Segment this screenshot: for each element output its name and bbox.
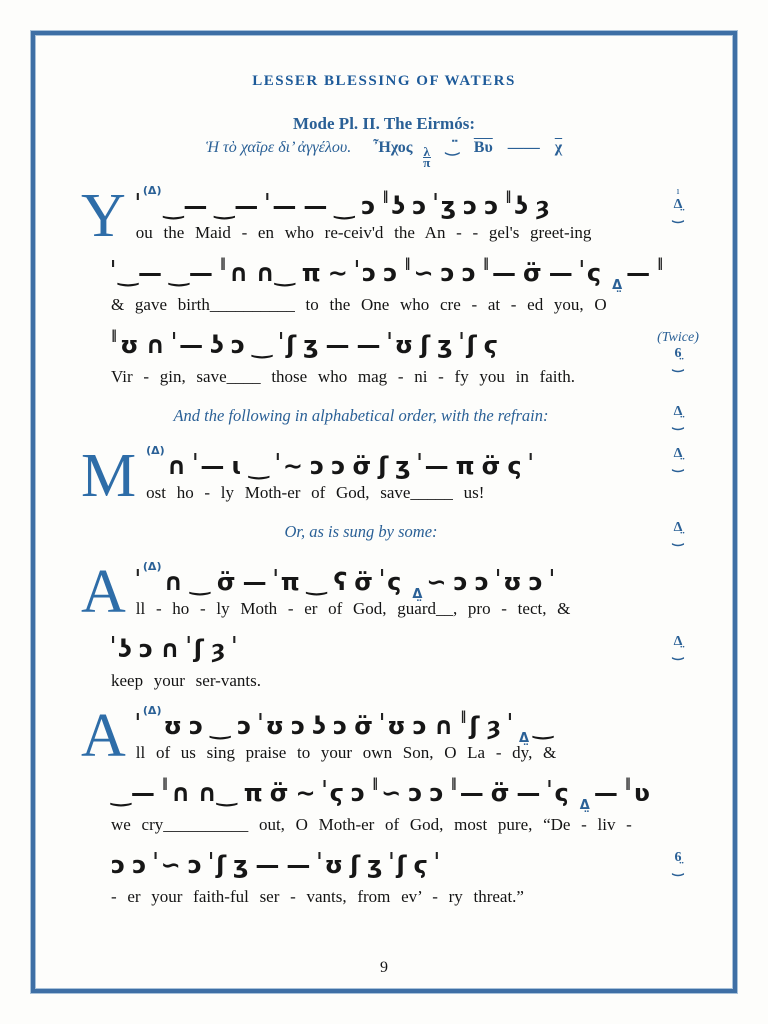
- neume-glyph: ʃ: [466, 330, 477, 359]
- bar-tick: ı: [111, 631, 116, 646]
- rubric-text: Or, as is sung by some:: [284, 521, 438, 541]
- bar-tick: ı: [153, 847, 158, 862]
- bar-tick: ‖: [483, 255, 490, 270]
- gorgon-icon: σ̈: [354, 567, 373, 596]
- neume-glyph: ɔ: [333, 711, 348, 740]
- gorgon-icon: ∩‿: [197, 778, 237, 807]
- bar-tick: ı: [459, 327, 464, 342]
- bar-tick: ı: [186, 631, 191, 646]
- neume-glyph: ɔ: [310, 451, 325, 480]
- neume-glyph: ‿: [210, 711, 231, 740]
- neume-glyph: ɔ: [528, 567, 543, 596]
- martyria-tick: ı: [676, 185, 680, 197]
- neume-line: [111, 257, 701, 293]
- martyria-column: [655, 445, 701, 471]
- neume-glyph: ɔ: [383, 258, 398, 287]
- neume-glyph: —: [242, 567, 267, 596]
- neume-glyph: ȝ: [535, 191, 550, 220]
- martyria-column: [655, 633, 701, 659]
- neume-glyph: ɔ: [412, 711, 427, 740]
- bar-tick: ‖: [450, 775, 457, 790]
- neume-glyph: ς: [554, 778, 569, 807]
- neume-glyph: —: [303, 191, 328, 220]
- rubric-row: [67, 519, 701, 545]
- neume-glyph: ∩: [170, 778, 191, 807]
- neume-glyph: π: [280, 567, 300, 596]
- bar-tick: ‖: [460, 708, 467, 723]
- music-block: [146, 445, 655, 503]
- music-block: [136, 185, 655, 243]
- neume-glyph: ʖ: [312, 711, 327, 740]
- page-number: 9: [380, 959, 388, 976]
- music-block: [136, 561, 701, 619]
- neume-glyph: ʃ: [378, 451, 389, 480]
- neume-glyph: ɔ: [138, 634, 154, 663]
- lyric-line: ou the Maid - en who re-ceiv'd the An - - gel's greet-ing: [135, 222, 592, 242]
- neume-glyph: ʒ: [437, 330, 453, 359]
- bar-tick: ı: [579, 255, 584, 270]
- fthora-icon: (Δ): [142, 703, 162, 717]
- music-block: [111, 329, 655, 387]
- neume-line: [111, 329, 655, 365]
- neume-glyph: ɔ: [361, 258, 377, 287]
- bar-tick: ı: [379, 708, 385, 723]
- inline-martyria-icon: Δ̤: [412, 586, 423, 602]
- bar-tick: ı: [507, 708, 513, 723]
- neume-glyph: ʖ: [514, 191, 529, 220]
- page-title: LESSER BLESSING OF WATERS: [252, 73, 516, 89]
- neume-line: [111, 633, 655, 669]
- neume-glyph: ∽: [413, 258, 434, 287]
- martyria-curl: ‿: [672, 356, 684, 372]
- gorgon-icon: σ̈: [216, 567, 236, 596]
- bar-tick: ‖: [161, 775, 168, 790]
- neume-glyph: —: [459, 778, 484, 807]
- mode-heading: Mode Pl. II. The Eirmós:: [293, 114, 475, 133]
- bar-tick: ı: [417, 448, 422, 463]
- neume-glyph: ɔ: [440, 258, 455, 287]
- neume-glyph: —: [272, 191, 297, 220]
- rubric-row: [67, 403, 701, 429]
- neume-line: [135, 559, 701, 602]
- neume-glyph: —: [325, 330, 350, 359]
- chant-system: [67, 441, 701, 510]
- bar-tick: ı: [273, 564, 278, 579]
- neume-glyph: ∼: [282, 451, 304, 480]
- gorgon-icon: σ̈: [481, 451, 501, 480]
- bar-tick: ‖: [624, 775, 631, 790]
- martyria-column: [655, 519, 701, 545]
- neume-glyph: —: [200, 451, 225, 480]
- incipit-greek: Ἡ τὸ χαῖρε δι’ ἀγγέλου.: [205, 139, 352, 156]
- neume-glyph: ‿: [252, 330, 273, 359]
- neume-glyph: —: [593, 778, 618, 807]
- neume-line: [111, 777, 701, 813]
- neume-glyph: ʃ: [396, 850, 407, 879]
- neume-glyph: ʊ: [324, 850, 344, 879]
- incipit-line: [67, 137, 701, 168]
- neume-glyph: ɔ: [291, 711, 306, 740]
- martyria-icon: 6̤: [674, 849, 682, 865]
- bar-tick: ı: [172, 327, 177, 342]
- martyria-curl: ‿: [672, 644, 684, 660]
- inline-martyria-icon: Δ̤: [579, 797, 590, 813]
- music-block: [111, 777, 701, 835]
- neume-glyph: ∩: [166, 451, 187, 480]
- martyria-icon: Δ̤: [673, 403, 683, 419]
- neume-line: [111, 849, 655, 885]
- neume-glyph: ∩: [228, 258, 249, 287]
- bar-tick: ı: [317, 847, 322, 862]
- bar-tick: ı: [433, 188, 438, 203]
- bar-tick: ı: [265, 188, 270, 203]
- chant-system: [67, 557, 701, 626]
- neume-line: [136, 185, 655, 221]
- echos-label: Ἦχος: [373, 139, 413, 156]
- neume-glyph: ∼: [295, 778, 316, 807]
- neume-glyph: ‿: [533, 711, 553, 740]
- mode-signature-neume2: ——: [507, 139, 540, 156]
- neume-glyph: ɔ: [453, 567, 468, 596]
- bar-tick: ı: [380, 564, 385, 579]
- lyric-line: ost ho - ly Moth-er of God, save_____ us!: [146, 482, 485, 502]
- inline-martyria-icon: Δ̤: [519, 730, 530, 746]
- neume-glyph: ʃ: [193, 634, 204, 663]
- neume-glyph: ɔ: [474, 567, 489, 596]
- neume-glyph: ‿—: [118, 258, 162, 287]
- neume-glyph: ʊ: [503, 567, 522, 596]
- martyria-icon: Δ̤: [673, 196, 683, 212]
- neume-glyph: ʃ: [469, 711, 480, 740]
- bar-tick: ‖: [505, 188, 512, 203]
- neume-glyph: —: [179, 330, 204, 359]
- neume-glyph: ɔ: [412, 191, 427, 220]
- martyria-column: [655, 329, 701, 371]
- neume-glyph: ς: [507, 451, 522, 480]
- neume-glyph: π: [301, 258, 321, 287]
- neume-glyph: —: [356, 330, 381, 359]
- neume-glyph: ʒ: [303, 330, 319, 359]
- mode-signature-chi: $\overline{\chi}$: [554, 139, 563, 156]
- neume-glyph: ʊ: [265, 711, 285, 740]
- neume-glyph: —: [255, 850, 280, 879]
- lyric-line: & gave birth__________ to the One who cre - at - ed you, O: [111, 294, 607, 314]
- neume-glyph: ∽: [160, 850, 181, 879]
- lyric-line: Vir - gin, save____ those who mag - ni - fy you in faith.: [111, 366, 575, 386]
- neume-glyph: π: [243, 778, 263, 807]
- neume-glyph: ∩: [163, 567, 183, 596]
- bar-tick: ‖: [404, 255, 411, 270]
- neume-glyph: ς: [387, 567, 402, 596]
- bar-tick: ı: [528, 448, 533, 463]
- chant-system: [67, 849, 701, 907]
- drop-cap: Y: [81, 181, 126, 250]
- neume-glyph: ɔ: [350, 778, 366, 807]
- martyria-curl: ‿: [672, 530, 684, 546]
- neume-glyph: ʃ: [216, 850, 227, 879]
- twice-note: (Twice): [657, 329, 699, 345]
- neume-glyph: ɔ: [361, 191, 376, 220]
- chant-systems: [67, 178, 701, 956]
- neume-glyph: ɔ: [461, 258, 477, 287]
- neume-glyph: ɔ: [132, 850, 147, 879]
- neume-glyph: ʃ: [286, 330, 297, 359]
- chant-system: [67, 633, 701, 691]
- chant-system: [67, 777, 701, 835]
- gorgon-icon: σ̈: [523, 258, 542, 287]
- martyria-column: [655, 185, 701, 222]
- martyria-curl: ‿: [672, 456, 684, 472]
- neume-glyph: ʒ: [367, 850, 383, 879]
- lyric-line: - er your faith-ful ser - vants, from ev’ - ry threat.”: [111, 886, 524, 906]
- neume-glyph: ʊ: [394, 330, 414, 359]
- bar-tick: ı: [389, 847, 394, 862]
- neume-glyph: ɔ: [237, 711, 252, 740]
- bar-tick: ı: [135, 564, 140, 579]
- music-block: [111, 257, 701, 315]
- martyria-curl: ‿: [672, 414, 684, 430]
- bar-tick: ı: [135, 188, 140, 203]
- neume-glyph: ɔ: [408, 778, 423, 807]
- drop-cap: A: [81, 557, 126, 626]
- bar-tick: ‖: [111, 327, 117, 342]
- neume-glyph: ∩: [160, 634, 180, 663]
- bar-tick: ı: [111, 255, 116, 270]
- neume-glyph: —: [548, 258, 573, 287]
- lyric-line: ll - ho - ly Moth - er of God, guard__, pro - tect, &: [135, 598, 571, 618]
- chant-system: [67, 329, 701, 387]
- neume-glyph: ‿—: [163, 191, 208, 220]
- martyria-curl: ‿: [672, 207, 684, 223]
- rubric-text: And the following in alphabetical order, with the refrain:: [173, 405, 549, 425]
- neume-glyph: π: [455, 451, 475, 480]
- neume-glyph: ɔ: [429, 778, 444, 807]
- neume-glyph: ʖ: [118, 634, 132, 663]
- neume-glyph: ϛ: [329, 778, 344, 807]
- neume-glyph: ɔ: [230, 330, 246, 359]
- neume-glyph: —: [492, 258, 517, 287]
- neume-glyph: ɔ: [187, 850, 202, 879]
- neume-line: [146, 445, 655, 481]
- bar-tick: ı: [208, 847, 214, 862]
- bar-tick: ı: [135, 708, 140, 723]
- neume-glyph: ʖ: [210, 330, 224, 359]
- martyria-icon: Δ̤: [673, 633, 683, 649]
- fthora-icon: (Δ): [142, 559, 162, 573]
- drop-cap: M: [81, 441, 137, 510]
- fthora-icon: (Δ): [142, 183, 162, 197]
- neume-glyph: ‿: [189, 567, 210, 596]
- bar-tick: ı: [232, 631, 237, 646]
- lyric-line: ll of us sing praise to your own Son, O La - dy, &: [135, 742, 557, 762]
- neume-glyph: ʒ: [233, 850, 249, 879]
- neume-glyph: ʖ: [391, 191, 406, 220]
- bar-tick: ı: [279, 327, 284, 342]
- bar-tick: ı: [387, 327, 392, 342]
- fthora-icon: (Δ): [146, 443, 165, 457]
- neume-glyph: —: [424, 451, 449, 480]
- neume-glyph: ʊ: [120, 330, 139, 359]
- page-content: [37, 37, 731, 987]
- martyria-icon: 6̤: [674, 345, 682, 361]
- mode-signature-stack: $\frac{\lambda}{\pi}$: [423, 144, 431, 170]
- neume-glyph: ʋ: [633, 778, 650, 807]
- neume-glyph: ɩ: [231, 451, 242, 480]
- neume-glyph: ‿—: [169, 258, 213, 287]
- gorgon-icon: σ̈: [269, 778, 289, 807]
- neume-glyph: ɔ: [484, 191, 499, 220]
- chant-system: [67, 257, 701, 315]
- martyria-icon: Δ̤: [673, 445, 683, 461]
- bar-tick: ‖: [372, 775, 379, 790]
- neume-glyph: ʃ: [420, 330, 431, 359]
- neume-glyph: ʊ: [163, 711, 183, 740]
- neume-glyph: ʒ: [395, 451, 411, 480]
- chant-system: [67, 181, 701, 250]
- bar-tick: ‖: [219, 255, 226, 270]
- neume-glyph: ϛ: [483, 330, 498, 359]
- martyria-curl: ‿: [672, 860, 684, 876]
- neume-glyph: ʊ: [387, 711, 406, 740]
- neume-glyph: ɔ: [331, 451, 346, 480]
- neume-glyph: —: [626, 258, 651, 287]
- neume-glyph: ∽: [426, 567, 447, 596]
- neume-glyph: ∼: [327, 258, 348, 287]
- bar-tick: ı: [549, 564, 555, 579]
- neume-glyph: ʃ: [350, 850, 361, 879]
- bar-tick: ı: [275, 448, 280, 463]
- neume-glyph: ς: [586, 258, 602, 287]
- lyric-line: keep your ser-vants.: [111, 670, 261, 690]
- neume-line: [135, 703, 701, 746]
- gorgon-icon: σ̈: [352, 451, 372, 480]
- inline-martyria-icon: Δ̤: [612, 277, 623, 293]
- neume-glyph: ʒ: [440, 191, 456, 220]
- bar-tick: ‖: [657, 255, 664, 270]
- neume-glyph: ȝ: [210, 634, 226, 663]
- neume-glyph: ‿: [334, 191, 355, 220]
- gorgon-icon: σ̈: [354, 711, 373, 740]
- neume-glyph: ∩: [433, 711, 454, 740]
- bar-tick: ı: [547, 775, 552, 790]
- music-block: [111, 633, 655, 691]
- neume-glyph: ɔ: [189, 711, 204, 740]
- neume-glyph: —: [286, 850, 311, 879]
- chant-system: [67, 701, 701, 770]
- martyria-column: [655, 849, 701, 875]
- neume-glyph: ∽: [381, 778, 402, 807]
- gorgon-icon: ∩‿: [255, 258, 295, 287]
- neume-glyph: —: [516, 778, 541, 807]
- drop-cap: A: [81, 701, 126, 770]
- bar-tick: ı: [258, 708, 263, 723]
- neume-glyph: ∩: [145, 330, 166, 359]
- neume-glyph: ‿: [248, 451, 269, 480]
- bar-tick: ‖: [382, 188, 389, 203]
- neume-glyph: ‿: [306, 567, 327, 596]
- bar-tick: ı: [354, 255, 359, 270]
- neume-glyph: ‿—: [111, 778, 155, 807]
- mode-signature-neume: ‿̈: [445, 139, 459, 156]
- mode-signature-vou: $\overline{B\upsilon}$: [473, 139, 493, 156]
- neume-glyph: ʕ: [333, 567, 348, 596]
- bar-tick: ı: [496, 564, 501, 579]
- neume-glyph: ‿—: [214, 191, 259, 220]
- neume-glyph: ϛ: [413, 850, 428, 879]
- gorgon-icon: σ̈: [490, 778, 510, 807]
- martyria-column: [655, 403, 701, 429]
- martyria-icon: Δ̤: [673, 519, 683, 535]
- neume-glyph: ȝ: [486, 711, 501, 740]
- bar-tick: ı: [434, 847, 439, 862]
- music-block: [111, 849, 655, 907]
- lyric-line: we cry__________ out, O Moth-er of God, most pure, “De - liv -: [111, 814, 632, 834]
- bar-tick: ı: [193, 448, 198, 463]
- neume-glyph: ɔ: [462, 191, 478, 220]
- neume-glyph: ɔ: [111, 850, 126, 879]
- music-block: [136, 705, 701, 763]
- bar-tick: ı: [322, 775, 327, 790]
